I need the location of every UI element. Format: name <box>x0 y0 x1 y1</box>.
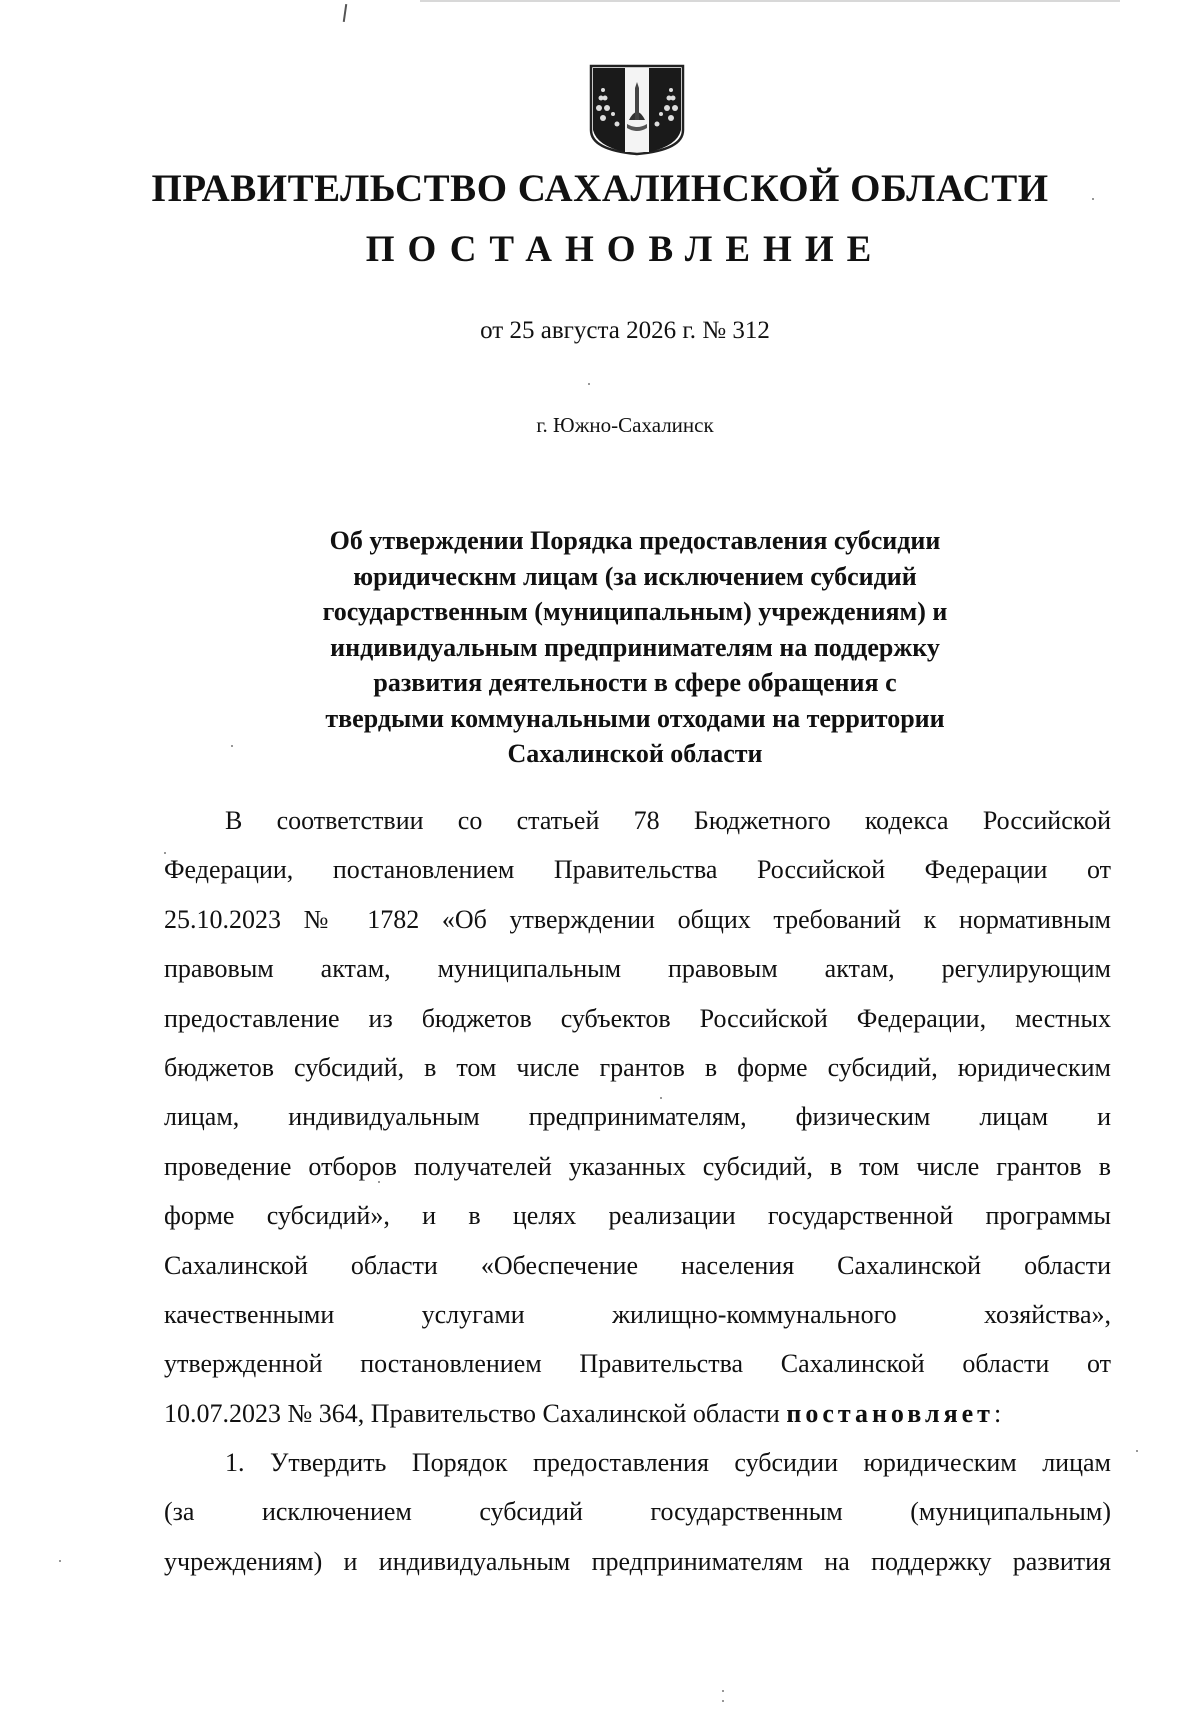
item-1-line: 1. Утвердить Порядок предоставления субсидии юридическим лицам <box>225 1448 1111 1478</box>
preamble-line: Федерации, постановлением Правительства Российской Федерации от <box>164 855 1111 885</box>
document-body <box>164 796 1111 1586</box>
preamble-line: лицам, индивидуальным предпринимателям, физическим лицам и <box>164 1102 1111 1132</box>
item-1-line: (за исключением субсидий государственным (муниципальным) <box>164 1497 1111 1527</box>
scan-edge-line <box>420 0 1120 2</box>
resolves-colon: : <box>993 1398 1002 1428</box>
subject-line: юридическнм лицам (за исключением субсидий <box>353 561 917 591</box>
preamble-line: форме субсидий», и в целях реализации государственной программы <box>164 1201 1111 1231</box>
coat-of-arms-icon <box>589 64 685 156</box>
preamble-line: утвержденной постановлением Правительства Сахалинской области от <box>164 1349 1111 1379</box>
resolves-word: постановляет <box>786 1398 994 1428</box>
document-type: ПОСТАНОВЛЕНИЕ <box>365 229 885 270</box>
preamble-final-text: 10.07.2023 № 364, Правительство Сахалинской области <box>164 1398 787 1428</box>
preamble-final-line <box>164 1389 1111 1438</box>
scan-mark <box>343 4 347 22</box>
preamble-line: качественными услугами жилищно-коммунального хозяйства», <box>164 1299 1111 1329</box>
preamble-line: В соответствии со статьей 78 Бюджетного кодекса Российской <box>225 806 1111 835</box>
subject-line: государственным (муниципальным) учреждениям) и <box>322 597 948 626</box>
item-1-line: учреждениям) и индивидуальным предпринимателям на поддержку развития <box>164 1546 1111 1576</box>
subject-line: Об утверждении Порядка предоставления субсидии <box>329 526 941 555</box>
subject-line: индивидуальным предпринимателям на поддержку <box>330 632 940 662</box>
document-date-number: от 25 августа 2026 г. № 312 <box>480 317 770 344</box>
subject-line: развития деятельности в сфере обращения с <box>373 668 897 697</box>
preamble-line: 25.10.2023 № 1782 «Об утверждении общих требований к нормативным <box>164 904 1111 934</box>
subject-line: Сахалинской области <box>507 739 763 768</box>
preamble-line: проведение отборов получателей указанных субсидий, в том числе грантов в <box>164 1151 1111 1181</box>
document-subject <box>265 523 1005 772</box>
preamble-line: предоставление из бюджетов субъектов Российской Федерации, местных <box>164 1003 1111 1033</box>
preamble-line: бюджетов субсидий, в том числе грантов в форме субсидий, юридическим <box>164 1052 1111 1082</box>
subject-line: твердыми коммунальными отходами на территории <box>325 703 945 733</box>
organization-title: ПРАВИТЕЛЬСТВО САХАЛИНСКОЙ ОБЛАСТИ <box>151 167 1049 210</box>
document-place: г. Южно-Сахалинск <box>536 413 714 437</box>
preamble-line: правовым актам, муниципальным правовым актам, регулирующим <box>164 954 1111 984</box>
preamble-line: Сахалинской области «Обеспечение населения Сахалинской области <box>164 1250 1111 1280</box>
